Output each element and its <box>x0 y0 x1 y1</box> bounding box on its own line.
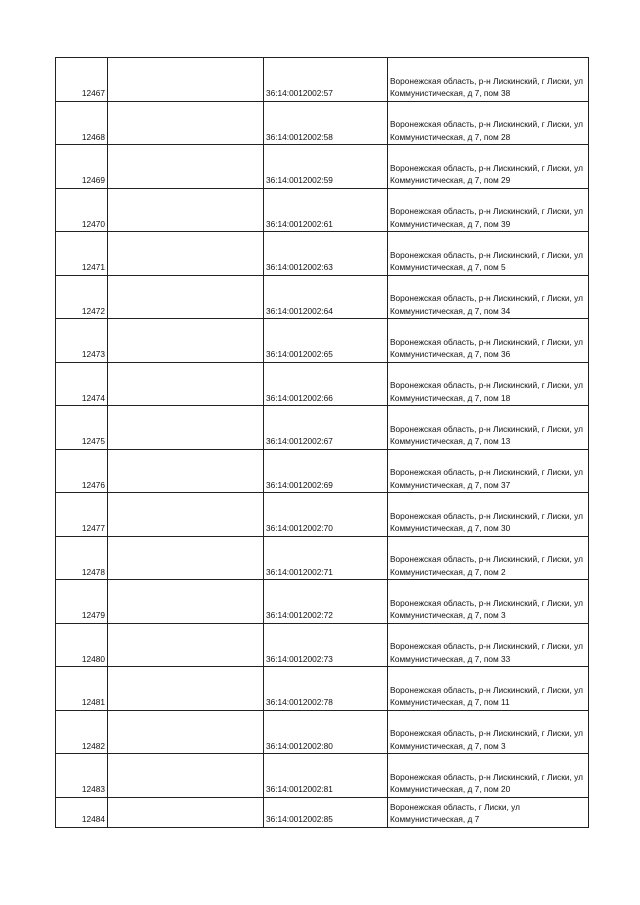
cadastral-number-cell: 36:14:0012002:66 <box>264 362 388 406</box>
row-number-cell: 12477 <box>56 493 108 537</box>
address-cell: Воронежская область, р-н Лискинский, г Лиски, ул Коммунистическая, д 7, пом 30 <box>388 493 589 537</box>
cadastral-number-cell: 36:14:0012002:72 <box>264 580 388 624</box>
row-number-cell: 12473 <box>56 319 108 363</box>
cadastral-number-cell: 36:14:0012002:71 <box>264 536 388 580</box>
cadastral-number-cell: 36:14:0012002:65 <box>264 319 388 363</box>
address-cell: Воронежская область, р-н Лискинский, г Лиски, ул Коммунистическая, д 7, пом 5 <box>388 232 589 276</box>
address-cell: Воронежская область, р-н Лискинский, г Лиски, ул Коммунистическая, д 7, пом 3 <box>388 710 589 754</box>
address-cell: Воронежская область, р-н Лискинский, г Лиски, ул Коммунистическая, д 7, пом 33 <box>388 623 589 667</box>
row-number-cell: 12476 <box>56 449 108 493</box>
table-row <box>56 580 589 624</box>
row-number-cell: 12478 <box>56 536 108 580</box>
table-row <box>56 275 589 319</box>
address-cell: Воронежская область, р-н Лискинский, г Лиски, ул Коммунистическая, д 7, пом 39 <box>388 188 589 232</box>
cadastral-number-cell: 36:14:0012002:59 <box>264 145 388 189</box>
address-cell: Воронежская область, р-н Лискинский, г Лиски, ул Коммунистическая, д 7, пом 37 <box>388 449 589 493</box>
empty-cell <box>108 493 264 537</box>
table-row <box>56 362 589 406</box>
row-number-cell: 12474 <box>56 362 108 406</box>
registry-table-body <box>56 58 589 828</box>
row-number-cell: 12481 <box>56 667 108 711</box>
table-row <box>56 623 589 667</box>
row-number-cell: 12472 <box>56 275 108 319</box>
cadastral-number-cell: 36:14:0012002:81 <box>264 754 388 798</box>
row-number-cell: 12469 <box>56 145 108 189</box>
cadastral-number-cell: 36:14:0012002:63 <box>264 232 388 276</box>
cadastral-number-cell: 36:14:0012002:73 <box>264 623 388 667</box>
address-cell: Воронежская область, р-н Лискинский, г Лиски, ул Коммунистическая, д 7, пом 28 <box>388 101 589 145</box>
empty-cell <box>108 101 264 145</box>
row-number-cell: 12480 <box>56 623 108 667</box>
empty-cell <box>108 362 264 406</box>
empty-cell <box>108 319 264 363</box>
empty-cell <box>108 145 264 189</box>
property-registry-table <box>55 57 589 828</box>
empty-cell <box>108 275 264 319</box>
empty-cell <box>108 710 264 754</box>
row-number-cell: 12467 <box>56 58 108 102</box>
cadastral-number-cell: 36:14:0012002:69 <box>264 449 388 493</box>
row-number-cell: 12483 <box>56 754 108 798</box>
empty-cell <box>108 188 264 232</box>
row-number-cell: 12470 <box>56 188 108 232</box>
address-cell: Воронежская область, р-н Лискинский, г Лиски, ул Коммунистическая, д 7, пом 20 <box>388 754 589 798</box>
empty-cell <box>108 449 264 493</box>
row-number-cell: 12471 <box>56 232 108 276</box>
table-row <box>56 797 589 827</box>
empty-cell <box>108 58 264 102</box>
address-cell: Воронежская область, р-н Лискинский, г Лиски, ул Коммунистическая, д 7, пом 11 <box>388 667 589 711</box>
table-row <box>56 319 589 363</box>
empty-cell <box>108 623 264 667</box>
table-row <box>56 536 589 580</box>
table-row <box>56 710 589 754</box>
table-row <box>56 406 589 450</box>
cadastral-number-cell: 36:14:0012002:57 <box>264 58 388 102</box>
empty-cell <box>108 754 264 798</box>
address-cell: Воронежская область, р-н Лискинский, г Лиски, ул Коммунистическая, д 7, пом 29 <box>388 145 589 189</box>
address-cell: Воронежская область, р-н Лискинский, г Лиски, ул Коммунистическая, д 7, пом 18 <box>388 362 589 406</box>
table-row <box>56 188 589 232</box>
cadastral-number-cell: 36:14:0012002:64 <box>264 275 388 319</box>
cadastral-number-cell: 36:14:0012002:61 <box>264 188 388 232</box>
empty-cell <box>108 580 264 624</box>
table-row <box>56 58 589 102</box>
empty-cell <box>108 667 264 711</box>
empty-cell <box>108 797 264 827</box>
address-cell: Воронежская область, р-н Лискинский, г Лиски, ул Коммунистическая, д 7, пом 36 <box>388 319 589 363</box>
row-number-cell: 12484 <box>56 797 108 827</box>
table-row <box>56 232 589 276</box>
table-row <box>56 145 589 189</box>
row-number-cell: 12468 <box>56 101 108 145</box>
address-cell: Воронежская область, р-н Лискинский, г Лиски, ул Коммунистическая, д 7, пом 13 <box>388 406 589 450</box>
address-cell: Воронежская область, р-н Лискинский, г Лиски, ул Коммунистическая, д 7, пом 2 <box>388 536 589 580</box>
row-number-cell: 12475 <box>56 406 108 450</box>
empty-cell <box>108 232 264 276</box>
row-number-cell: 12479 <box>56 580 108 624</box>
address-cell: Воронежская область, г Лиски, ул Коммунистическая, д 7 <box>388 797 589 827</box>
cadastral-number-cell: 36:14:0012002:67 <box>264 406 388 450</box>
empty-cell <box>108 406 264 450</box>
address-cell: Воронежская область, р-н Лискинский, г Лиски, ул Коммунистическая, д 7, пом 34 <box>388 275 589 319</box>
cadastral-number-cell: 36:14:0012002:78 <box>264 667 388 711</box>
table-row <box>56 449 589 493</box>
row-number-cell: 12482 <box>56 710 108 754</box>
table-row <box>56 667 589 711</box>
cadastral-number-cell: 36:14:0012002:70 <box>264 493 388 537</box>
address-cell: Воронежская область, р-н Лискинский, г Лиски, ул Коммунистическая, д 7, пом 3 <box>388 580 589 624</box>
empty-cell <box>108 536 264 580</box>
cadastral-number-cell: 36:14:0012002:58 <box>264 101 388 145</box>
table-row <box>56 754 589 798</box>
address-cell: Воронежская область, р-н Лискинский, г Лиски, ул Коммунистическая, д 7, пом 38 <box>388 58 589 102</box>
cadastral-number-cell: 36:14:0012002:80 <box>264 710 388 754</box>
cadastral-number-cell: 36:14:0012002:85 <box>264 797 388 827</box>
table-row <box>56 493 589 537</box>
table-row <box>56 101 589 145</box>
